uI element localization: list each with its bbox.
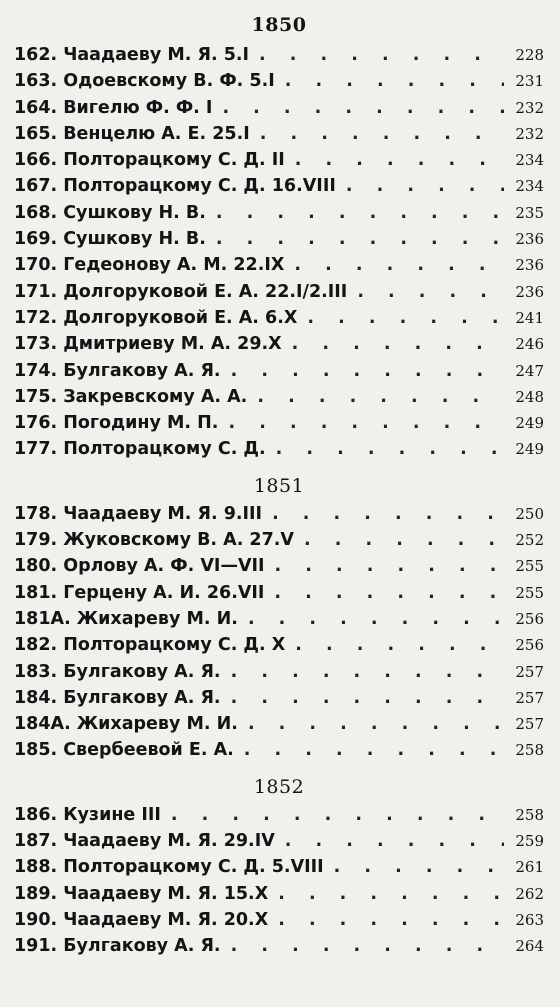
- entry-title: Долгоруковой Е. А. 22.I/2.III: [63, 281, 348, 302]
- entry-number: 178.: [14, 503, 58, 524]
- dot-leader: [248, 606, 504, 632]
- entry-title: Чаадаеву М. Я. 29.IV: [63, 831, 275, 852]
- page-number: 232: [515, 124, 544, 143]
- toc-entry: [14, 606, 544, 632]
- entry-number: 163.: [14, 71, 58, 92]
- dot-leader: [295, 632, 504, 658]
- page-number: 234: [515, 151, 544, 170]
- dot-leader: [231, 933, 504, 959]
- toc-entry: [14, 226, 544, 252]
- entry-title: Погодину М. П.: [63, 413, 219, 434]
- entry-number: 184А.: [14, 714, 71, 735]
- dot-leader: [244, 737, 504, 763]
- entry-number: 182.: [14, 635, 58, 656]
- page-number: 247: [515, 361, 544, 380]
- dot-leader: [285, 68, 504, 94]
- entry-number: 173.: [14, 334, 58, 355]
- entry-title: Долгоруковой Е. А. 6.X: [63, 307, 298, 328]
- dot-leader: [346, 173, 504, 199]
- dot-leader: [216, 226, 504, 252]
- toc-entry: [14, 384, 544, 410]
- entry-title: Дмитриеву М. А. 29.X: [63, 334, 282, 355]
- entry-number: 184.: [14, 687, 58, 708]
- page-number: 263: [515, 910, 544, 929]
- entry-number: 185.: [14, 740, 58, 761]
- toc-entry: [14, 854, 544, 880]
- entry-title: Венцелю А. Е. 25.I: [63, 123, 250, 144]
- dot-leader: [222, 95, 504, 121]
- toc-entry: [14, 802, 544, 828]
- dot-leader: [278, 881, 504, 907]
- entry-title: Булгакову А. Я.: [63, 936, 221, 957]
- entry-title: Чаадаеву М. Я. 9.III: [63, 503, 263, 524]
- entry-title: Чаадаеву М. Я. 15.X: [63, 883, 269, 904]
- year-heading: 1851: [253, 474, 305, 497]
- entry-title: Вигелю Ф. Ф. I: [63, 97, 213, 118]
- page-number: 249: [515, 440, 544, 459]
- entry-title: Полторацкому С. Д. X: [63, 635, 286, 656]
- dot-leader: [278, 907, 504, 933]
- entry-title: Одоевскому В. Ф. 5.I: [63, 71, 275, 92]
- dot-leader: [294, 252, 504, 278]
- entry-title: Свербеевой Е. А.: [63, 740, 234, 761]
- toc-entry: [14, 527, 544, 553]
- entry-title: Полторацкому С. Д. 16.VIII: [63, 176, 336, 197]
- dot-leader: [276, 436, 504, 462]
- toc-entry: [14, 711, 544, 737]
- entry-title: Булгакову А. Я.: [63, 687, 221, 708]
- toc-entry: [14, 305, 544, 331]
- page-number: 234: [515, 177, 544, 196]
- dot-leader: [357, 279, 504, 305]
- page-number: 261: [515, 858, 544, 877]
- entry-number: 180.: [14, 556, 58, 577]
- entry-number: 177.: [14, 439, 58, 460]
- page-number: 256: [515, 609, 544, 628]
- toc-entry: [14, 173, 544, 199]
- entry-number: 190.: [14, 909, 58, 930]
- page-number: 241: [515, 308, 544, 327]
- section-gap: [14, 463, 544, 469]
- page-number: 257: [515, 662, 544, 681]
- page-number: 236: [515, 282, 544, 301]
- page-number: 258: [515, 805, 544, 824]
- entry-number: 166.: [14, 150, 58, 171]
- dot-leader: [334, 854, 504, 880]
- page-number: 228: [515, 46, 544, 64]
- entry-title: Орлову А. Ф. VI—VII: [63, 556, 265, 577]
- entry-title: Чаадаеву М. Я. 20.X: [63, 909, 269, 930]
- page-number: 231: [515, 72, 544, 91]
- toc-entry: [14, 828, 544, 854]
- page-number: 249: [515, 414, 544, 433]
- entry-number: 183.: [14, 661, 58, 682]
- toc-entry: [14, 121, 544, 147]
- dot-leader: [171, 802, 504, 828]
- toc-entry: [14, 501, 544, 527]
- entry-number: 186.: [14, 804, 58, 825]
- dot-leader: [272, 501, 504, 527]
- page-number: 235: [515, 203, 544, 222]
- page-number: 232: [515, 98, 544, 117]
- dot-leader: [285, 828, 504, 854]
- entry-title: Полторацкому С. Д.: [63, 439, 266, 460]
- toc-entry: [14, 68, 544, 94]
- page-number: 236: [515, 230, 544, 249]
- section-gap: [14, 764, 544, 770]
- entry-number: 170.: [14, 255, 58, 276]
- page-number: 256: [515, 636, 544, 655]
- entry-title: Жихареву М. И.: [76, 608, 238, 629]
- page-number: 255: [515, 583, 544, 602]
- toc-entry: [14, 685, 544, 711]
- dot-leader: [257, 384, 504, 410]
- dot-leader: [248, 711, 504, 737]
- dot-leader: [260, 121, 504, 147]
- toc-entry: [14, 737, 544, 763]
- page-number: 258: [515, 741, 544, 760]
- entry-title: Сушкову Н. В.: [63, 202, 206, 223]
- page-number: 248: [515, 387, 544, 406]
- toc-entry: [14, 200, 544, 226]
- year-heading: 1852: [253, 775, 305, 798]
- entry-title: Герцену А. И. 26.VII: [63, 582, 265, 603]
- entry-number: 168.: [14, 202, 58, 223]
- dot-leader: [295, 147, 504, 173]
- page-number: 259: [515, 832, 544, 851]
- dot-leader: [216, 200, 504, 226]
- entry-number: 164.: [14, 97, 58, 118]
- entry-number: 171.: [14, 281, 58, 302]
- entry-number: 181А.: [14, 608, 71, 629]
- entry-number: 188.: [14, 857, 58, 878]
- entry-title: Жуковскому В. А. 27.V: [63, 530, 294, 551]
- entry-number: 167.: [14, 176, 58, 197]
- entry-number: 181.: [14, 582, 58, 603]
- entry-title: Жихареву М. И.: [76, 714, 238, 735]
- dot-leader: [275, 553, 504, 579]
- toc-entry: [14, 659, 544, 685]
- entry-number: 179.: [14, 530, 58, 551]
- toc-entry: [14, 632, 544, 658]
- entry-number: 175.: [14, 386, 58, 407]
- entry-title: Закревскому А. А.: [63, 386, 248, 407]
- entry-title: Полторацкому С. Д. 5.VIII: [63, 857, 324, 878]
- page-number: 257: [515, 715, 544, 734]
- toc-entry: [14, 553, 544, 579]
- toc-entry: [14, 279, 544, 305]
- page-number: 250: [515, 504, 544, 523]
- entry-title: Булгакову А. Я.: [63, 360, 221, 381]
- dot-leader: [292, 331, 504, 357]
- page-number: 264: [515, 937, 544, 956]
- dot-leader: [304, 527, 504, 553]
- toc-entry: [14, 933, 544, 959]
- entry-title: Гедеонову А. М. 22.IX: [63, 255, 285, 276]
- toc-entry: [14, 907, 544, 933]
- entry-number: 174.: [14, 360, 58, 381]
- page-number: 262: [515, 884, 544, 903]
- page-number: 246: [515, 335, 544, 354]
- toc-entry: [14, 580, 544, 606]
- entry-title: Сушкову Н. В.: [63, 229, 206, 250]
- dot-leader: [228, 410, 504, 436]
- toc-entry: [14, 42, 544, 68]
- page-number: 255: [515, 557, 544, 576]
- entry-title: Кузине III: [63, 804, 161, 825]
- entry-number: 187.: [14, 831, 58, 852]
- page-number: 252: [515, 531, 544, 550]
- page-number: 257: [515, 688, 544, 707]
- dot-leader: [274, 580, 504, 606]
- entry-number: 176.: [14, 413, 58, 434]
- dot-leader: [231, 659, 504, 685]
- toc-entry: [14, 147, 544, 173]
- entry-number: 165.: [14, 123, 58, 144]
- entry-number: 189.: [14, 883, 58, 904]
- dot-leader: [231, 685, 504, 711]
- entry-number: 172.: [14, 307, 58, 328]
- entry-number: 169.: [14, 229, 58, 250]
- dot-leader: [231, 358, 504, 384]
- toc-entry: [14, 358, 544, 384]
- dot-leader: [259, 42, 504, 68]
- toc-entry: [14, 95, 544, 121]
- toc-entry: [14, 331, 544, 357]
- entry-title: Чаадаеву М. Я. 5.I: [63, 45, 250, 65]
- toc-entry: [14, 881, 544, 907]
- toc-entry: [14, 410, 544, 436]
- year-heading: 1850: [251, 14, 307, 36]
- toc-entry: [14, 252, 544, 278]
- toc-entry: [14, 436, 544, 462]
- entry-number: 191.: [14, 936, 58, 957]
- dot-leader: [307, 305, 504, 331]
- entry-number: 162.: [14, 45, 58, 65]
- entry-title: Полторацкому С. Д. II: [63, 150, 285, 171]
- page-number: 236: [515, 256, 544, 275]
- entry-title: Булгакову А. Я.: [63, 661, 221, 682]
